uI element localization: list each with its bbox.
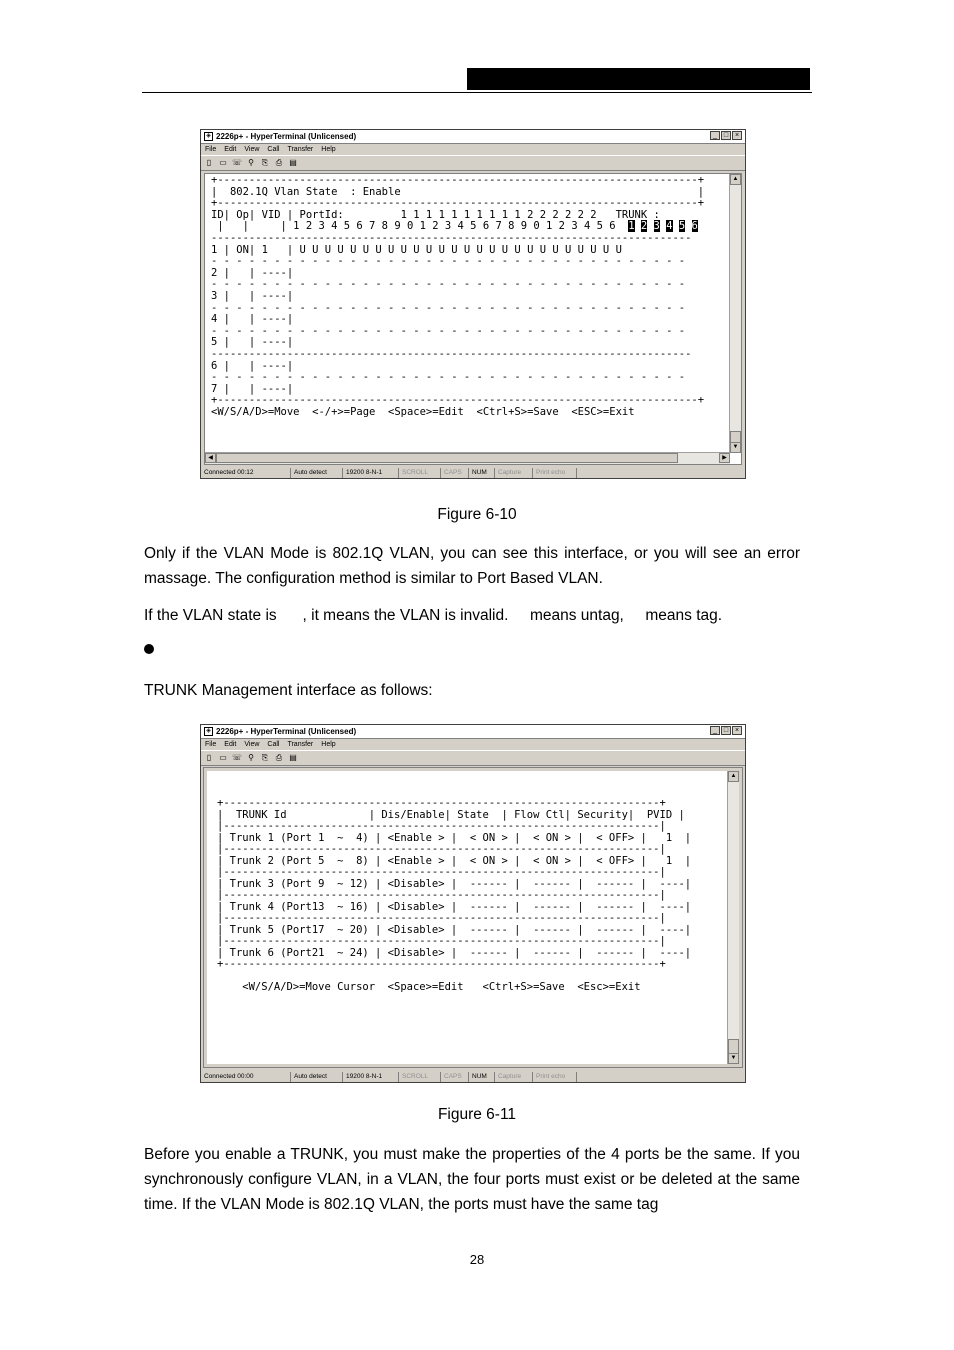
close-icon[interactable]: ×: [732, 726, 742, 735]
trunk-id-cell: 2: [640, 220, 648, 233]
status-connected: Connected 00:00: [201, 1072, 291, 1082]
terminal-line: 4 | | ----|: [211, 313, 294, 326]
minimize-icon[interactable]: _: [710, 131, 720, 140]
hyperterminal-window-trunk: [200, 724, 746, 1083]
vertical-scrollbar[interactable]: [729, 174, 741, 453]
terminal-line: | 802.1Q Vlan State : Enable |: [211, 185, 705, 198]
terminal-line: | Trunk 5 (Port17 ~ 20) | <Disable> | ------ | ------ | ------ | ----|: [217, 923, 692, 936]
terminal-line: ----------------------------------------------------------------------------: [211, 347, 692, 360]
trunk-id-cell: 1: [628, 220, 635, 233]
status-baud: 19200 8-N-1: [343, 468, 399, 478]
terminal-line: +----------------------------------------------------------------------------+: [211, 197, 705, 210]
window-titlebar: [201, 130, 745, 144]
menu-file[interactable]: File: [205, 741, 217, 748]
menu-transfer[interactable]: Transfer: [287, 741, 314, 748]
terminal-line: ----------------------------------------------------------------------------: [211, 231, 692, 244]
status-capture: Capture: [495, 468, 533, 478]
terminal-line: <W/S/A/D>=Move <-/+>=Page <Space>=Edit <Ctrl+S>=Save <ESC>=Exit: [211, 405, 635, 418]
header-bar: [467, 68, 810, 90]
menu-edit[interactable]: Edit: [224, 741, 237, 748]
trunk-id-cell: 4: [666, 220, 673, 233]
terminal-line: |---------------------------------------------------------------------|: [217, 935, 666, 947]
menu-edit[interactable]: Edit: [224, 146, 237, 153]
scroll-down-icon[interactable]: ▼: [728, 1053, 739, 1064]
scroll-left-icon[interactable]: ◀: [205, 453, 216, 463]
app-icon: ◈: [204, 132, 213, 141]
figure-caption-1: Figure 6-10: [437, 506, 517, 523]
window-titlebar: [201, 725, 745, 739]
terminal-line: 6 | | ----|: [211, 359, 294, 372]
hyperterminal-window-vlan: [200, 129, 746, 479]
terminal-line: | TRUNK Id | Dis/Enable| State | Flow Ctl| Security| PVID |: [217, 808, 685, 821]
terminal-line: 7 | | ----|: [211, 382, 294, 395]
status-scroll: SCROLL: [399, 468, 441, 478]
disconnect-icon[interactable]: ⚲: [248, 753, 254, 762]
status-baud: 19200 8-N-1: [343, 1072, 399, 1082]
status-scroll: SCROLL: [399, 1072, 441, 1082]
status-num: NUM: [469, 1072, 495, 1082]
receive-icon[interactable]: ⎙: [275, 158, 283, 167]
terminal-line: |---------------------------------------------------------------------|: [217, 820, 666, 832]
paragraph-2: If the VLAN state is , it means the VLAN is invalid. means untag, means tag.: [144, 607, 723, 624]
maximize-icon[interactable]: □: [721, 131, 731, 140]
terminal-line: | Trunk 2 (Port 5 ~ 8) | <Enable > | < ON > | < ON > | < OFF> | 1 |: [217, 854, 692, 867]
status-bar: [201, 1071, 745, 1082]
new-icon[interactable]: ▯: [206, 753, 212, 762]
send-icon[interactable]: ⎘: [261, 158, 269, 167]
toolbar: [201, 155, 745, 171]
terminal-text: [211, 175, 704, 418]
terminal-line: - - - - - - - - - - - - - - - - - - - - - - - - - - - - - - - - - - - - - -: [211, 371, 686, 384]
status-bar: [201, 467, 745, 478]
terminal-line: 5 | | ----|: [211, 336, 294, 349]
terminal-line: | | | 1 2 3 4 5 6 7 8 9 0 1 2 3 4 5 6 7 8 9 0 1 2 3 4 5 6: [211, 220, 629, 233]
toolbar: [201, 750, 745, 766]
scroll-up-icon[interactable]: ▲: [730, 174, 741, 185]
new-icon[interactable]: ▯: [206, 158, 212, 167]
trunk-id-cell: 6: [691, 220, 698, 233]
maximize-icon[interactable]: □: [721, 726, 731, 735]
terminal-screen[interactable]: [204, 768, 742, 1067]
menu-help[interactable]: Help: [321, 741, 336, 748]
status-print-echo: Print echo: [533, 468, 577, 478]
terminal-line: |---------------------------------------------------------------------|: [217, 889, 666, 901]
terminal-line: <W/S/A/D>=Move Cursor <Space>=Edit <Ctrl+S>=Save <Esc>=Exit: [217, 981, 641, 993]
terminal-line: +----------------------------------------------------------------------------+: [211, 174, 705, 186]
terminal-line: |---------------------------------------------------------------------|: [217, 912, 666, 924]
menu-help[interactable]: Help: [321, 146, 336, 153]
app-icon: ◈: [204, 727, 213, 736]
window-title: 2226p+ - HyperTerminal (Unlicensed): [216, 132, 357, 141]
bullet-icon: [144, 644, 154, 654]
paragraph-3: TRUNK Management interface as follows:: [144, 682, 433, 699]
terminal-line: - - - - - - - - - - - - - - - - - - - - - - - - - - - - - - - - - - - - - -: [211, 278, 686, 291]
terminal-line: | Trunk 3 (Port 9 ~ 12) | <Disable> | ------ | ------ | ------ | ----|: [217, 877, 692, 890]
status-capture: Capture: [495, 1072, 533, 1082]
menu-file[interactable]: File: [205, 146, 217, 153]
terminal-line: +----------------------------------------------------------------------------+: [211, 394, 705, 407]
menu-bar: [201, 144, 745, 155]
scroll-up-icon[interactable]: ▲: [728, 771, 739, 782]
terminal-line: |---------------------------------------------------------------------|: [217, 866, 666, 878]
figure-caption-2: Figure 6-11: [437, 1106, 517, 1123]
status-detect: Auto detect: [291, 468, 343, 478]
hscroll-thumb[interactable]: [216, 453, 678, 463]
header-rule: [142, 92, 812, 93]
terminal-line: 3 | | ----|: [211, 289, 294, 302]
terminal-line: - - - - - - - - - - - - - - - - - - - - - - - - - - - - - - - - - - - - - -: [211, 301, 686, 314]
terminal-line: ID| Op| VID | PortId: 1 1 1 1 1 1 1 1 1 1 2 2 2 2 2 2 TRUNK :: [211, 208, 660, 221]
terminal-line: +---------------------------------------------------------------------+: [217, 958, 666, 970]
terminal-line: 1 | ON| 1 | U U U U U U U U U U U U U U U U U U U U U U U U U U: [211, 243, 622, 256]
close-icon[interactable]: ×: [732, 131, 742, 140]
status-num: NUM: [469, 468, 495, 478]
properties-icon[interactable]: ▤: [289, 158, 297, 167]
horizontal-scrollbar[interactable]: [205, 452, 730, 464]
open-icon[interactable]: ▭: [219, 158, 227, 167]
menu-view[interactable]: View: [244, 146, 260, 153]
terminal-line: 2 | | ----|: [211, 266, 294, 279]
menu-call[interactable]: Call: [267, 741, 280, 748]
terminal-line: | Trunk 6 (Port21 ~ 24) | <Disable> | ------ | ------ | ------ | ----|: [217, 946, 692, 959]
trunk-id-cell: 3: [653, 220, 660, 233]
status-caps: CAPS: [441, 468, 469, 478]
properties-icon[interactable]: ▤: [289, 753, 297, 762]
window-title: 2226p+ - HyperTerminal (Unlicensed): [216, 727, 357, 736]
scroll-down-icon[interactable]: ▼: [730, 442, 741, 453]
menu-transfer[interactable]: Transfer: [287, 146, 314, 153]
paragraph-4: Before you enable a TRUNK, you must make the properties of the 4 ports be the same. If you synchronously configure VLAN, in a VLAN, the four ports must exist or be deleted at the same time. If the VLAN Mode is 802.1Q VLAN, the ports must have the same tag: [144, 1146, 800, 1213]
terminal-line: +---------------------------------------------------------------------+: [217, 797, 666, 809]
terminal-line: - - - - - - - - - - - - - - - - - - - - - - - - - - - - - - - - - - - - - -: [211, 255, 686, 268]
minimize-icon[interactable]: _: [710, 726, 720, 735]
vertical-scrollbar[interactable]: [727, 771, 739, 1064]
terminal-line: |---------------------------------------------------------------------|: [217, 843, 666, 855]
status-print-echo: Print echo: [533, 1072, 577, 1082]
terminal-screen[interactable]: [204, 173, 742, 465]
terminal-line: | Trunk 4 (Port13 ~ 16) | <Disable> | ------ | ------ | ------ | ----|: [217, 900, 692, 913]
connect-icon[interactable]: ☏: [232, 158, 243, 167]
menu-bar: [201, 739, 745, 750]
status-caps: CAPS: [441, 1072, 469, 1082]
status-connected: Connected 00:12: [201, 468, 291, 478]
terminal-line: | Trunk 1 (Port 1 ~ 4) | <Enable > | < ON > | < ON > | < OFF> | 1 |: [217, 831, 692, 844]
paragraph-1: Only if the VLAN Mode is 802.1Q VLAN, you can see this interface, or you will see an error massage. The configuration method is similar to Port Based VLAN.: [144, 545, 800, 587]
terminal-text: [217, 775, 691, 994]
connect-icon[interactable]: ☏: [232, 753, 243, 762]
status-detect: Auto detect: [291, 1072, 343, 1082]
send-icon[interactable]: ⎘: [261, 753, 269, 762]
disconnect-icon[interactable]: ⚲: [248, 158, 254, 167]
terminal-line: - - - - - - - - - - - - - - - - - - - - - - - - - - - - - - - - - - - - - -: [211, 324, 686, 337]
page-number: 28: [469, 1252, 485, 1267]
menu-view[interactable]: View: [244, 741, 260, 748]
open-icon[interactable]: ▭: [219, 753, 227, 762]
menu-call[interactable]: Call: [267, 146, 280, 153]
trunk-id-cell: 5: [678, 220, 686, 233]
receive-icon[interactable]: ⎙: [275, 753, 283, 762]
scroll-right-icon[interactable]: ▶: [719, 453, 730, 463]
